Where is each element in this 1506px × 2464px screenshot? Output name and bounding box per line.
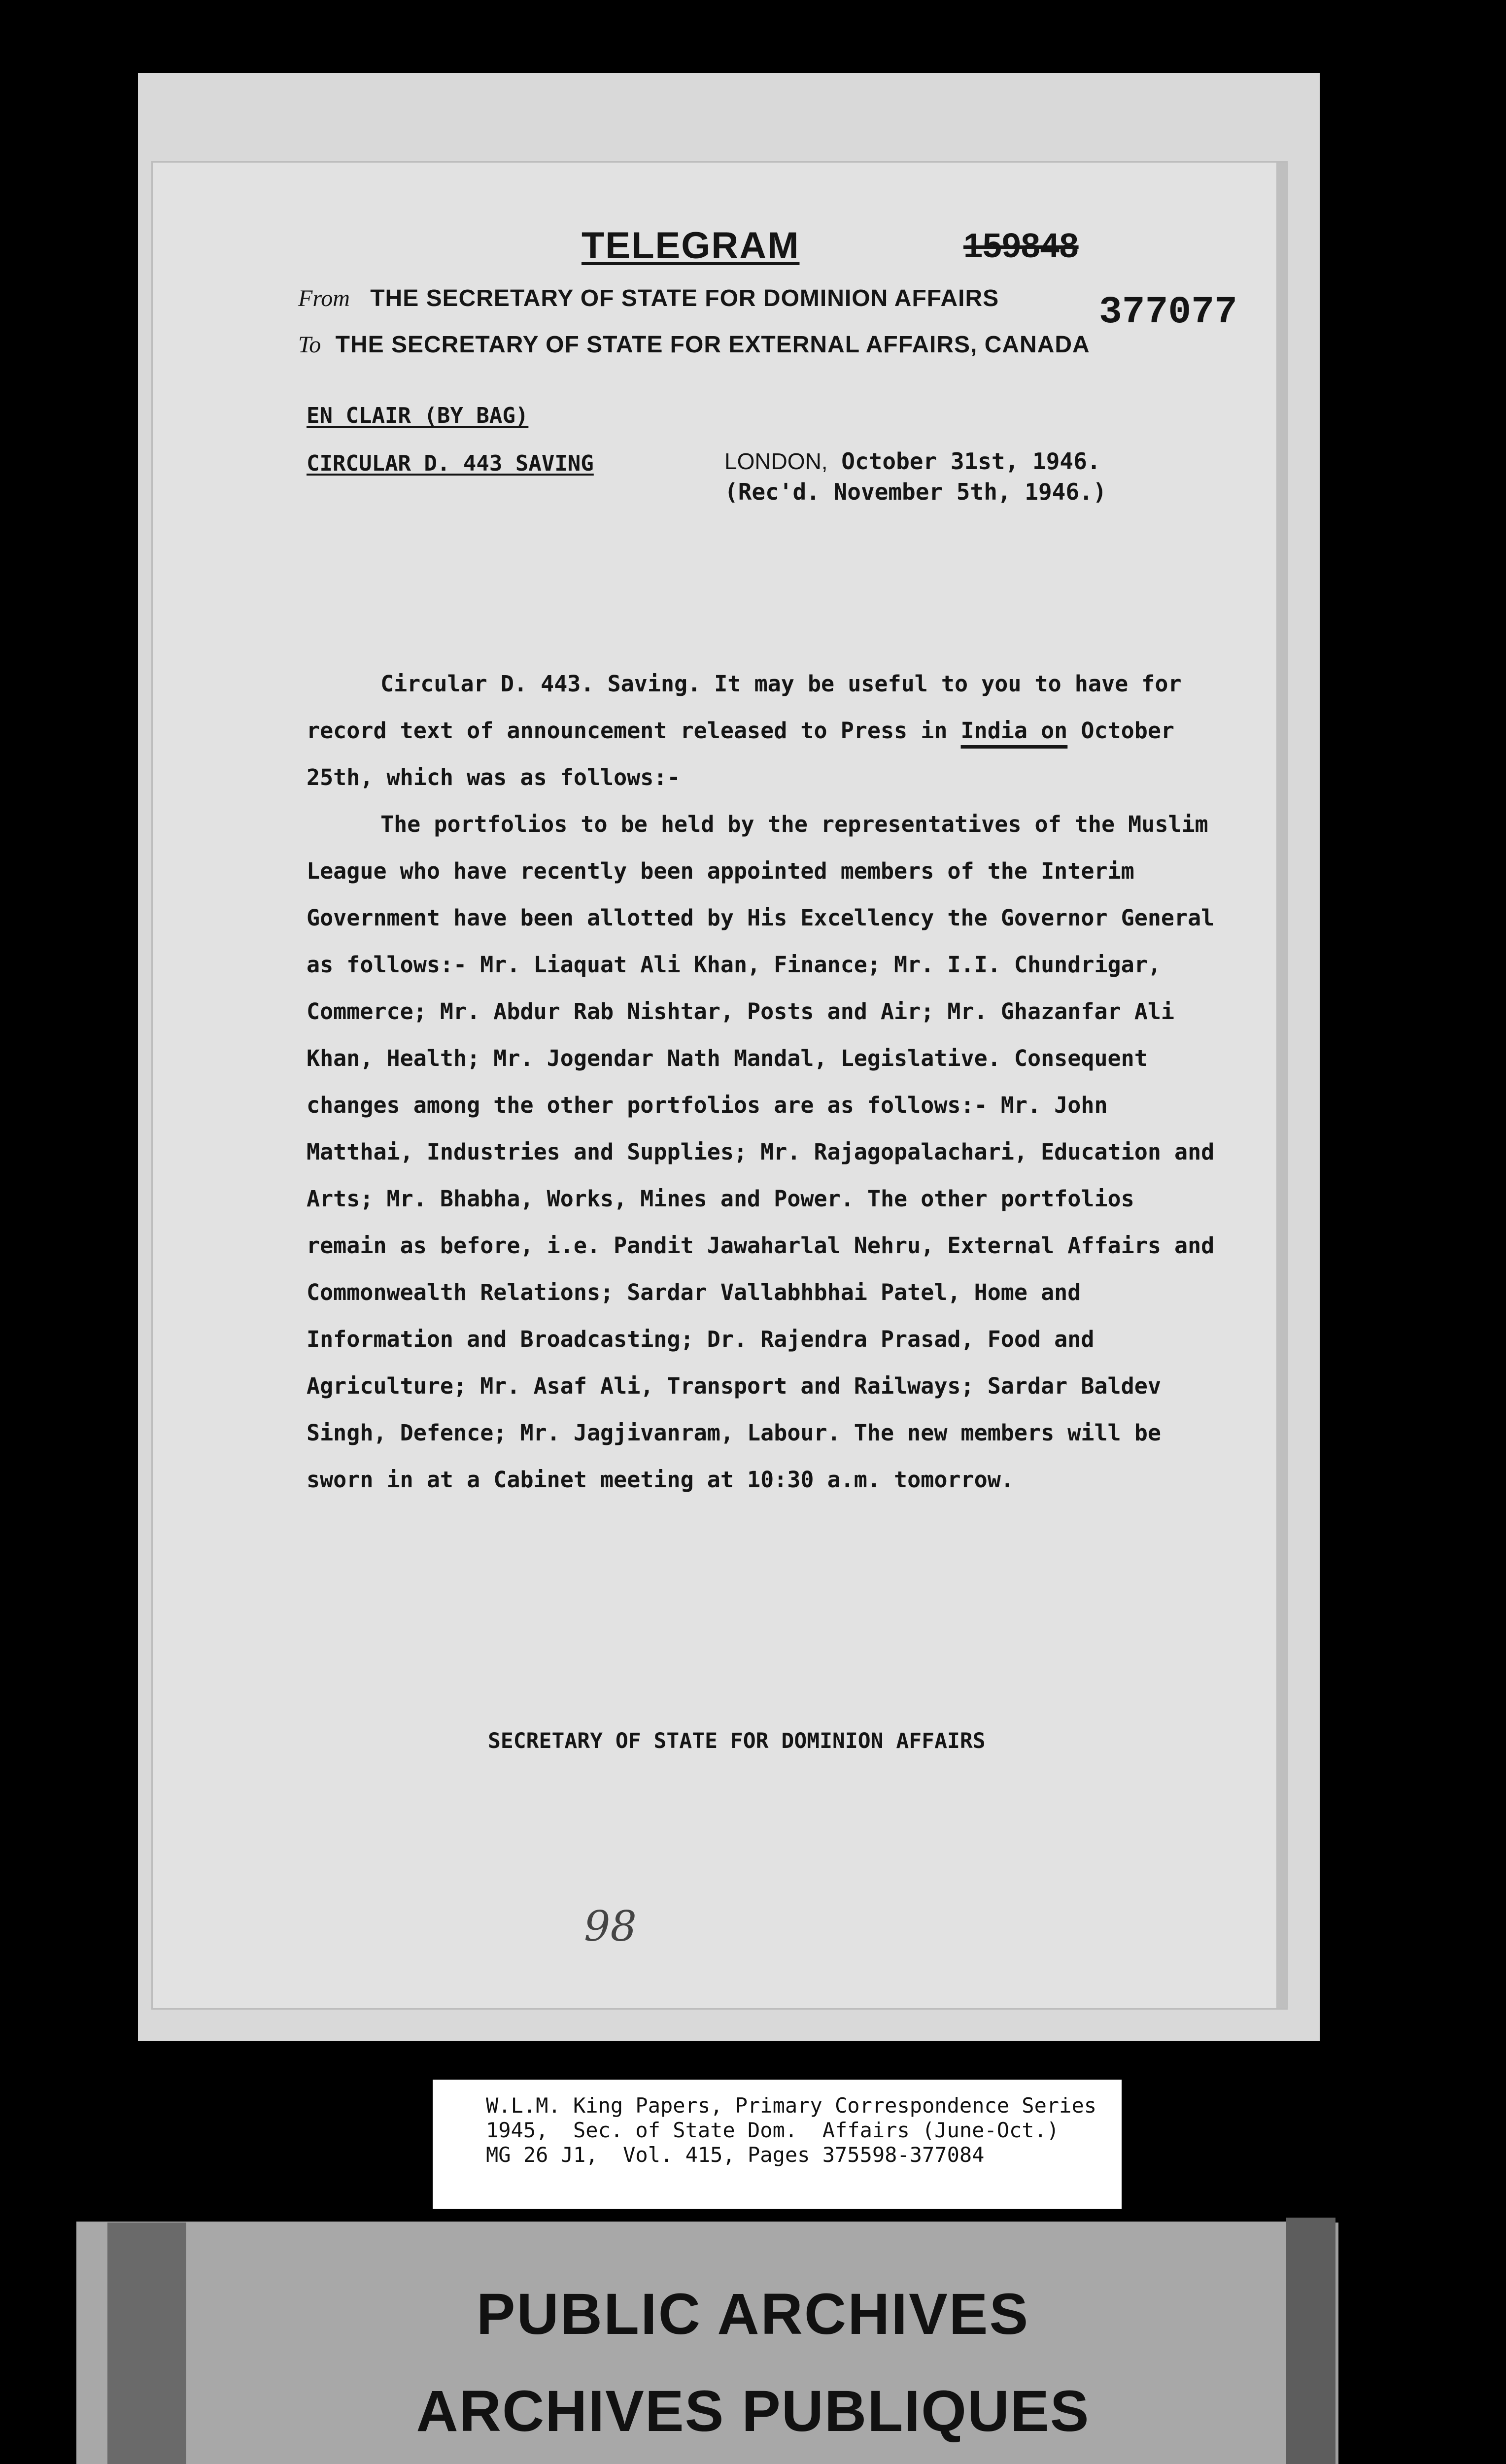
dateline-date: October 31st, 1946. <box>841 448 1101 475</box>
paragraph-1-underlined: India on <box>960 718 1068 744</box>
page-edge <box>1276 163 1288 2008</box>
dateline <box>724 446 1106 507</box>
signature-line: SECRETARY OF STATE FOR DOMINION AFFAIRS <box>488 1729 986 1753</box>
from-value: THE SECRETARY OF STATE FOR DOMINION AFFAIRS <box>370 285 999 311</box>
to-value: THE SECRETARY OF STATE FOR EXTERNAL AFFAIRS, CANADA <box>335 332 1090 358</box>
telegram-title: TELEGRAM <box>582 225 800 267</box>
dateline-city: LONDON, <box>724 448 828 474</box>
paragraph-1 <box>307 660 1218 801</box>
stamp-line-2: ARCHIVES PUBLIQUES <box>416 2379 1090 2444</box>
paragraph-1-end: October 25th, which was as follows:- <box>307 718 1175 790</box>
paragraph-1-text: Circular D. 443. Saving. It may be useful to you to have for record text of announcement released to Press in <box>307 671 1182 744</box>
handwritten-annotation: 98 <box>584 1902 637 1951</box>
to-line <box>298 331 1090 358</box>
citation-line-3: MG 26 J1, Vol. 415, Pages 375598-377084 <box>486 2143 985 2167</box>
struck-reference-number: 159848 <box>963 226 1079 265</box>
message-body <box>307 660 1218 1503</box>
archive-citation-label <box>433 2080 1122 2209</box>
reference-number: 377077 <box>1099 291 1237 334</box>
dateline-received: (Rec'd. November 5th, 1946.) <box>724 479 1107 505</box>
citation-line-1: W.L.M. King Papers, Primary Correspondence Series <box>486 2093 1097 2118</box>
citation-line-2: 1945, Sec. of State Dom. Affairs (June-Oct.) <box>486 2118 1060 2142</box>
transmission-method: EN CLAIR (BY BAG) <box>307 403 529 428</box>
from-label: From <box>298 285 350 311</box>
paragraph-2: The portfolios to be held by the representatives of the Muslim League who have recently been appointed members of the Interim Government have been allotted by His Excellency the Governor General as follows:- Mr. Liaquat Ali Khan, Finance; Mr. I.I. Chundrigar, Commerce; Mr. Abdur Rab Nishtar, Posts and Air; Mr. Ghazanfar Ali Khan, Health; Mr. Jogendar Nath Mandal, Legislative. Consequent changes among the other portfolios are as follows:- Mr. John Matthai, Industries and Supplies; Mr. Rajagopalachari, Education and Arts; Mr. Bhabha, Works, Mines and Power. The other portfolios remain as before, i.e. Pandit Jawaharlal Nehru, External Affairs and Commonwealth Relations; Sardar Vallabhbhai Patel, Home and Information and Broadcasting; Dr. Rajendra Prasad, Food and Agriculture; Mr. Asaf Ali, Transport and Railways; Sardar Baldev Singh, Defence; Mr. Jagjivanram, Labour. The new members will be sworn in at a Cabinet meeting at 10:30 a.m. tomorrow. <box>307 811 1215 1493</box>
circular-reference: CIRCULAR D. 443 SAVING <box>307 451 594 476</box>
stamp-line-1: PUBLIC ARCHIVES <box>476 2282 1030 2347</box>
from-line <box>298 285 999 312</box>
to-label: To <box>298 332 321 358</box>
